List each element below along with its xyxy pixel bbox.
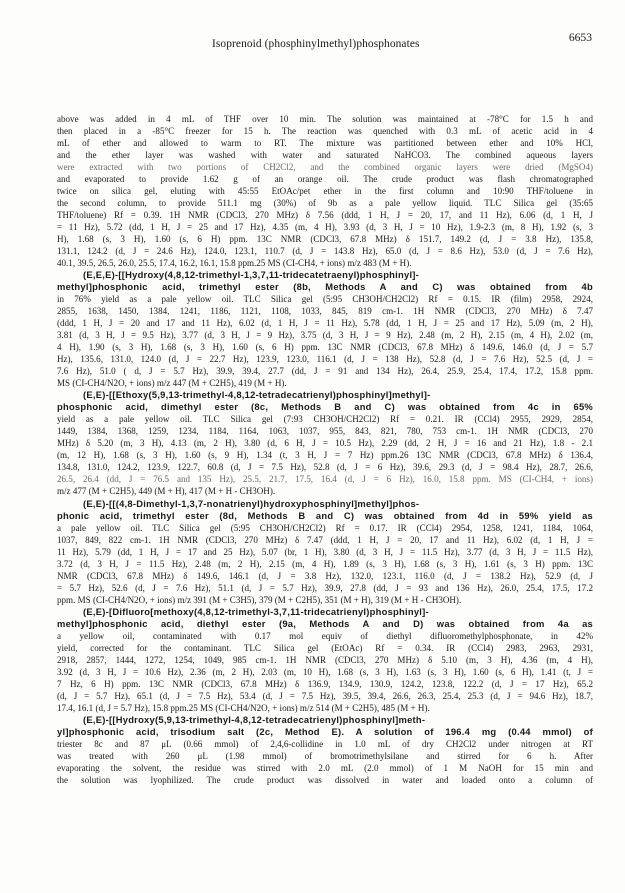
running-title: Isoprenoid (phosphinylmethyl)phosphonates	[212, 38, 420, 50]
compound-heading-line: methyl]phosphonic acid, trimethyl ester (8b, Methods A and C) was obtained from 4b	[57, 281, 593, 293]
body-text-line: 131.1, 124.2 (d, J = 24.6 Hz), 124.0, 123.1, 110.7 (d, J = 143.8 Hz), 65.0 (d, J = 8.6 Hz), 53.0 (d, J = 7.6 Hz),	[57, 246, 593, 257]
compound-heading-line: phonic acid, trimethyl ester (8d, Methods B and C) was obtained from 4d in 59% yield as	[57, 509, 593, 521]
body-text-line: (ddd, 1 H, J = 20 and 17 and 11 Hz), 6.02 (d, 1 H, J = 11 Hz), 5.78 (dd, 1 H, J = 25 and 17 Hz), 5.09 (m, 2 H),	[57, 318, 593, 329]
compound-heading-line: (E,E)-[Difluoro[methoxy(4,8,12-trimethyl-3,7,11-tridecatrienyl)phosphinyl]-	[83, 605, 429, 617]
body-text-line: THF/toluene) Rf = 0.39. 1H NMR (CDCl3, 270 MHz) δ 7.56 (ddd, 1 H, J = 20, 17, and 11 Hz), 6.06 (d, 1 H, J	[57, 210, 593, 221]
compound-heading-line: phosphonic acid, dimethyl ester (8c, Methods B and C) was obtained from 4c in 65%	[57, 401, 593, 413]
body-text-line: ppm. MS (CI-CH4/N2O, + ions) m/z 391 (M + C3H5), 379 (M + C2H5), 351 (M + H), 319 (M + H - CH3OH).	[57, 594, 462, 605]
body-text-line: 3.81 (d, 3 H, J = 9.5 Hz), 3.77 (d, 3 H, J = 9 Hz), 3.75 (d, 3 H, J = 9 Hz), 2.48 (m, 2 H), 2.15 (m, 4 H), 2.02 (m,	[57, 330, 593, 341]
body-text-line: MHz) δ 5.20 (m, 3 H), 4.13 (m, 2 H), 3.80 (d, 6 H, J = 10.5 Hz), 2.29 (dd, 2 H, J = 16 and 21 Hz), 1.8 - 2.1	[57, 438, 593, 449]
body-text-line: 4 H), 1.90 (s, 3 H), 1.68 (s, 3 H), 1.60 (s, 6 H) ppm. 13C NMR (CDCl3, 67.8 MHz) δ 149.6, 146.0 (d, J = 5.7	[57, 342, 593, 353]
body-text-line: and evaporated to provide 1.62 g of an orange oil. The crude product was flash chromatographed	[57, 174, 593, 185]
compound-heading-line: (E,E,E)-[[Hydroxy(4,8,12-trimethyl-1,3,7,11-tridecatetraenyl)phosphinyl]-	[83, 269, 420, 281]
body-text-line: MS (CI-CH4/N2O, + ions) m/z 447 (M + C2H5), 419 (M + H).	[57, 378, 287, 389]
compound-heading-line: yl]phosphonic acid, trisodium salt (2c, Method E). A solution of 196.4 mg (0.44 mmol) of	[57, 725, 593, 737]
body-text-line: (m, 12 H), 1.68 (s, 3 H), 1.60 (s, 9 H), 1.34 (t, 3 H, J = 7 Hz) ppm.26 13C NMR (CDCl3, 67.8 MHz) δ 136.4,	[57, 450, 593, 461]
compound-heading-line: (E,E)-[[Hydroxy(5,9,13-trimethyl-4,8,12-tetradecatrienyl)phosphinyl]meth-	[83, 713, 426, 725]
body-text-line: Hz), 135.6, 131.0, 124.0 (d, J = 22.7 Hz), 123.9, 123.0, 116.1 (d, J = 138 Hz), 52.8 (d, J = 7.6 Hz), 52.5 (d, J =	[57, 354, 593, 365]
body-text-line: in 76% yield as a pale yellow oil. TLC Silica gel (5:95 CH3OH/CH2Cl2) Rf = 0.15. IR (film) 2958, 2924,	[57, 294, 593, 305]
body-text-line: 3.72 (d, 3 H, J = 11.5 Hz), 2.48 (m, 2 H), 2.15 (m, 4 H), 1.89 (s, 3 H), 1.68 (s, 3 H), 1.61 (s, 3 H) ppm. 13C	[57, 558, 593, 569]
body-text-line: 134.8, 131.0, 124.2, 123.9, 122.7, 60.8 (d, J = 7.5 Hz), 52.8 (d, J = 6 Hz), 39.6, 29.3 (d, J = 98.4 Hz), 28.7, 26.6,	[57, 462, 593, 473]
body-text-line: evaporating the solvent, the residue was stirred with 2.0 mL (2.0 mmol) of 1 M NaOH for 15 min and	[57, 762, 593, 773]
compound-heading-line: (E,E)-[[(4,8-Dimethyl-1,3,7-nonatrienyl)hydroxyphosphinyl]methyl]phos-	[83, 497, 420, 509]
body-text-line: mL of ether and allowed to warm to RT. The mixture was partitioned between ether and 10% HCl,	[57, 138, 593, 149]
body-text-line: H), 1.68 (s, 3 H), 1.60 (s, 6 H) ppm. 13C NMR (CDCl3, 67.8 MHz) δ 151.7, 149.2 (d, J = 3.8 Hz), 135.8,	[57, 234, 593, 245]
body-text-line: 7.6 Hz), 51.0 ( d, J = 5.7 Hz), 39.9, 39.4, 27.7 (dd, J = 91 and 134 Hz), 26.4, 25.9, 25.4, 17.4, 17.2, 15.8 ppm.	[57, 366, 593, 377]
body-text-line: and the ether layer was washed with water and saturated NaHCO3. The combined aqueous layers	[57, 150, 593, 161]
body-text-line: was treated with 260 μL (1.98 mmol) of bromotrimethylsilane and stirred for 6 h. After	[57, 750, 593, 761]
body-text-line: yield as a pale yellow oil. TLC Silica gel (7:93 CH3OH/CH2Cl2) Rf = 0.21. IR (CCl4) 2955, 2929, 2854,	[57, 414, 593, 425]
body-text-line: 17.4, 16.1 (d, J = 5.7 Hz), 15.8 ppm.25 MS (CI-CH4/N2O, + ions) m/z 514 (M + C2H5), 485 (M + H).	[57, 702, 430, 713]
compound-heading-line: (E,E)-[[Ethoxy(5,9,13-trimethyl-4,8,12-tetradecatrienyl)phosphinyl]methyl]-	[83, 389, 431, 401]
page-number: 6653	[568, 31, 592, 44]
body-text-line: triester 8c and 87 μL (0.66 mmol) of 2,4,6-collidine in 1.0 mL of dry CH2Cl2 under nitrogen at RT	[57, 738, 593, 749]
body-text-line: 40.1, 39.5, 26.5, 26.0, 25.5, 17.4, 16.2, 16.1, 15.8 ppm.25 MS (CI-CH4, + ions) m/z 483 (M + H).	[57, 258, 412, 269]
body-text-line: 1037, 849, 822 cm-1. 1H NMR (CDCl3, 270 MHz) δ 7.47 (ddd, 1 H, J = 20, 17 and 11 Hz), 6.02 (d, 1 H, J =	[57, 534, 593, 545]
body-text-line: above was added in 4 mL of THF over 10 min. The solution was maintained at -78°C for 1.5 h and	[57, 114, 593, 124]
body-text-line: the solution was lyophilized. The crude product was dissolved in water and loaded onto a column of	[57, 774, 593, 785]
body-text-line: 7 Hz, 6 H) ppm. 13C NMR (CDCl3, 67.8 MHz) δ 136.9, 134.9, 130.9, 124.2, 123.8, 122.2 (d, J = 17 Hz), 65.2	[57, 678, 593, 689]
body-text-line: m/z 477 (M + C2H5), 449 (M + H), 417 (M + H - CH3OH).	[57, 486, 276, 497]
body-text-line: = 5.7 Hz), 52.6 (d, J = 7.6 Hz), 51.1 (d, J = 5.7 Hz), 39.9, 27.8 (dd, J = 93 and 136 Hz), 26.0, 25.4, 17.5, 17.2	[57, 582, 593, 593]
body-text-line: the second column, to provide 511.1 mg (30%) of 9b as a pale yellow liquid. TLC Silica gel (35:65	[57, 198, 593, 209]
body-text-line: yield, corrected for the contaminant. TLC Silica gel (EtOAc) Rf = 0.34. IR (CCl4) 2983, 2963, 2931,	[57, 642, 593, 653]
body-text-line: 26.5, 26.4 (dd, J = 76.5 and 135 Hz), 25.5, 21.7, 17.5, 16.4 (d, J = 6 Hz), 16.0, 15.8 ppm. MS (CI-CH4, + ions)	[57, 474, 593, 485]
body-text-line: then placed in a -85°C freezer for 15 h. The reaction was quenched with 0.3 mL of acetic acid in 4	[57, 126, 593, 137]
body-text-line: 2855, 1638, 1450, 1384, 1241, 1186, 1121, 1108, 1033, 845, 819 cm-1. 1H NMR (CDCl3, 270 MHz) δ 7.47	[57, 306, 593, 317]
body-text-line: 11 Hz), 5.79 (dd, 1 H, J = 17 and 25 Hz), 5.07 (br, 1 H), 3.80 (d, 3 H, J = 11.5 Hz), 3.77 (d, 3 H, J = 11.5 Hz),	[57, 546, 593, 557]
body-text-line: 1449, 1384, 1368, 1259, 1234, 1184, 1164, 1063, 1037, 955, 843, 821, 780, 753 cm-1. 1H NMR (CDCl3, 270	[57, 426, 593, 437]
body-text-line: NMR (CDCl3, 67.8 MHz) δ 149.6, 146.1 (d, J = 3.8 Hz), 132.0, 123.1, 116.0 (d, J = 138.2 Hz), 52.9 (d, J	[57, 570, 593, 581]
body-text-line: were extracted with two portions of CH2Cl2, and the combined organic layers were dried (MgSO4)	[57, 162, 593, 173]
body-text-line: a yellow oil, contaminated with 0.17 mol equiv of diethyl difluoromethylphosphonate, in 42%	[57, 630, 593, 641]
body-text-line: 2918, 2857, 1444, 1272, 1254, 1049, 985 cm-1. 1H NMR (CDCl3, 270 MHz) δ 5.10 (m, 3 H), 4.36 (m, 4 H),	[57, 654, 593, 665]
body-text-line: (d, J = 5.7 Hz), 65.1 (d, J = 7.5 Hz), 53.4 (d, J = 7.5 Hz), 39.5, 39.4, 26.6, 26.3, 25.4, 25.3 (d, J = 94.6 Hz), 18.7,	[57, 690, 593, 701]
experimental-section	[57, 113, 593, 786]
compound-heading-line: methyl]phosphonic acid, diethyl ester (9a, Methods A and D) was obtained from 4a as	[57, 617, 593, 629]
body-text-line: a pale yellow oil. TLC Silica gel (5:95 CH3OH/CH2Cl2) Rf = 0.17. IR (CCl4) 2954, 1258, 1241, 1184, 1064,	[57, 522, 593, 533]
body-text-line: twice on silica gel, eluting with 45:55 EtOAc/pet ether in the first column and 10:90 THF/toluene in	[57, 186, 593, 197]
body-text-line: 3.92 (d, 3 H, J = 10.6 Hz), 2.36 (m, 2 H), 2.03 (m, 10 H), 1.68 (s, 3 H), 1.63 (s, 3 H), 1.60 (s, 6 H), 1.41 (t, J =	[57, 666, 593, 677]
body-text-line: = 11 Hz), 5.72 (dd, 1 H, J = 25 and 17 Hz), 4.35 (m, 4 H), 3.93 (d, 3 H, J = 10 Hz), 1.9-2.3 (m, 8 H), 1.92 (s, 3	[57, 222, 593, 233]
